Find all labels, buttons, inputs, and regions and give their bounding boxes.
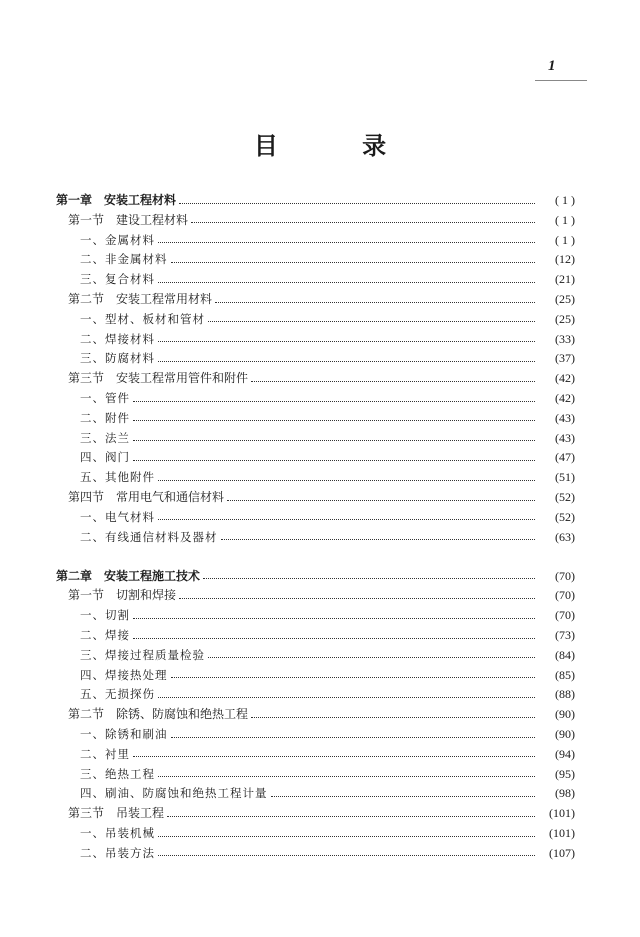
toc-item-row[interactable] [80,647,575,663]
toc-page-number: (43) [555,410,575,425]
toc-page-number: (43) [555,430,575,445]
toc-page-number: (70) [555,588,575,603]
toc-entry-title: 一、吊装机械 [80,826,155,840]
toc-entry-title: 第二节 除锈、防腐蚀和绝热工程 [68,707,249,722]
page-number-rule [535,80,587,81]
dot-leader [133,440,535,441]
dot-leader [171,737,536,738]
toc-entry-title: 第一节 切割和焊接 [68,588,177,603]
toc-entry-title: 一、型材、板材和管材 [80,311,205,326]
toc-entry-title: 五、其他附件 [80,470,155,485]
dot-leader [133,401,535,402]
dot-leader [179,203,535,204]
toc-section-row[interactable] [68,805,575,821]
dot-leader [158,519,535,520]
toc-page-number: (51) [555,470,575,485]
toc-item-row[interactable] [80,726,575,742]
toc-entry-title: 三、防腐材料 [80,351,155,366]
toc-entry-title: 一、电气材料 [80,509,155,524]
dot-leader [167,816,535,817]
toc-item-row[interactable] [80,607,575,623]
toc-page-number: (85) [555,667,575,682]
dot-leader [158,361,535,362]
dot-leader [133,618,535,619]
toc-item-row[interactable] [80,509,575,525]
dot-leader [158,855,535,856]
toc-section-row[interactable] [68,370,575,386]
toc-item-row[interactable] [80,390,575,406]
toc-page-number: (90) [555,727,575,741]
toc-item-row[interactable] [80,746,575,762]
toc-entry-title: 第二节 安装工程常用材料 [68,292,213,306]
dot-leader [251,717,535,718]
toc-page-number: (70) [555,608,575,623]
toc-entry-title: 第一章 安装工程材料 [56,193,177,207]
toc-item-row[interactable] [80,271,575,287]
toc-item-row[interactable] [80,331,575,347]
toc-item-row[interactable] [80,232,575,248]
toc-entry-title: 二、非金属材料 [80,252,168,267]
toc-entry-title: 一、管件 [80,391,130,405]
toc-item-row[interactable] [80,449,575,465]
toc-entry-title: 第一节 建设工程材料 [68,212,189,227]
toc-entry-title: 三、复合材料 [80,272,155,287]
dot-leader [158,242,535,243]
toc-item-row[interactable] [80,350,575,366]
toc-page-number: (101) [549,826,575,840]
toc-item-row[interactable] [80,469,575,485]
dot-leader [227,500,535,501]
toc-entry-title: 三、绝热工程 [80,766,155,781]
page-title: 目 录 [253,132,425,160]
toc-page-number: (42) [555,391,575,405]
page-number: 1 [548,58,556,74]
toc-entry-title: 四、焊接热处理 [80,667,168,682]
toc-page-number: (12) [555,252,575,267]
toc-item-row[interactable] [80,686,575,702]
toc-chapter-row[interactable] [56,192,575,208]
toc-section-row[interactable] [68,489,575,505]
toc-page-number: (94) [555,746,575,761]
toc-page-number: ( 1 ) [555,232,575,247]
toc-page-number: (47) [555,450,575,465]
toc-entry-title: 二、有线通信材料及器材 [80,529,218,544]
toc-entry-title: 五、无损探伤 [80,687,155,702]
toc-page-number: (52) [555,490,575,504]
toc-page-number: (37) [555,351,575,366]
toc-section-row[interactable] [68,587,575,603]
toc-page-number: (98) [555,786,575,801]
toc-page-number: ( 1 ) [555,212,575,227]
toc-page-number: (90) [555,707,575,722]
toc-item-row[interactable] [80,627,575,643]
toc-page-number: (21) [555,272,575,287]
dot-leader [158,697,535,698]
dot-leader [133,460,535,461]
dot-leader [271,796,536,797]
toc-entry-title: 第二章 安装工程施工技术 [56,568,201,583]
toc-page-number: (73) [555,628,575,642]
toc-page-number: (42) [555,371,575,386]
toc-entry-title: 第三节 吊装工程 [68,806,165,821]
dot-leader [158,282,535,283]
toc-page-number: (25) [555,292,575,306]
dot-leader [133,420,535,421]
toc-page-number: (95) [555,766,575,781]
toc-entry-title: 一、金属材料 [80,232,155,247]
toc-item-row[interactable] [80,785,575,801]
toc-chapter-row[interactable] [56,568,575,584]
dot-leader [251,381,535,382]
dot-leader [171,677,536,678]
toc-item-row[interactable] [80,410,575,426]
dot-leader [158,776,535,777]
dot-leader [133,638,535,639]
toc-entry-title: 二、附件 [80,410,130,425]
dot-leader [179,598,535,599]
toc-page-number: (52) [555,509,575,524]
dot-leader [221,539,536,540]
toc-page-number: (25) [555,311,575,326]
toc-page-number: (88) [555,687,575,702]
toc-item-row[interactable] [80,430,575,446]
toc-entry-title: 二、焊接材料 [80,331,155,346]
toc-entry-title: 三、法兰 [80,430,130,445]
toc-page-number: (107) [549,845,575,860]
toc-entry-title: 第四节 常用电气和通信材料 [68,490,225,504]
dot-leader [133,756,535,757]
dot-leader [171,262,536,263]
toc-page-number: (70) [555,568,575,583]
toc-page-number: (101) [549,806,575,821]
toc-page-number: (33) [555,331,575,346]
toc-entry-title: 四、刷油、防腐蚀和绝热工程计量 [80,786,268,801]
toc-entry-title: 一、除锈和刷油 [80,727,168,741]
toc-section-row[interactable] [68,291,575,307]
dot-leader [191,222,535,223]
toc-entry-title: 第三节 安装工程常用管件和附件 [68,371,249,386]
toc-item-row[interactable] [80,766,575,782]
dot-leader [203,578,535,579]
toc-page-number: ( 1 ) [555,193,575,207]
toc-item-row[interactable] [80,529,575,545]
toc-item-row[interactable] [80,845,575,861]
toc-page-number: (63) [555,529,575,544]
toc-item-row[interactable] [80,667,575,683]
dot-leader [208,657,535,658]
dot-leader [215,302,535,303]
dot-leader [158,836,535,837]
toc-entry-title: 三、焊接过程质量检验 [80,647,205,662]
toc-entry-title: 二、吊装方法 [80,845,155,860]
dot-leader [158,341,535,342]
toc-item-row[interactable] [80,251,575,267]
toc-item-row[interactable] [80,825,575,841]
toc-item-row[interactable] [80,311,575,327]
toc-entry-title: 二、焊接 [80,628,130,642]
dot-leader [208,321,535,322]
dot-leader [158,480,535,481]
toc-section-row[interactable] [68,212,575,228]
toc-entry-title: 四、阀门 [80,450,130,465]
toc-page-number: (84) [555,647,575,662]
toc-entry-title: 二、衬里 [80,746,130,761]
toc-section-row[interactable] [68,706,575,722]
toc-entry-title: 一、切割 [80,608,130,623]
